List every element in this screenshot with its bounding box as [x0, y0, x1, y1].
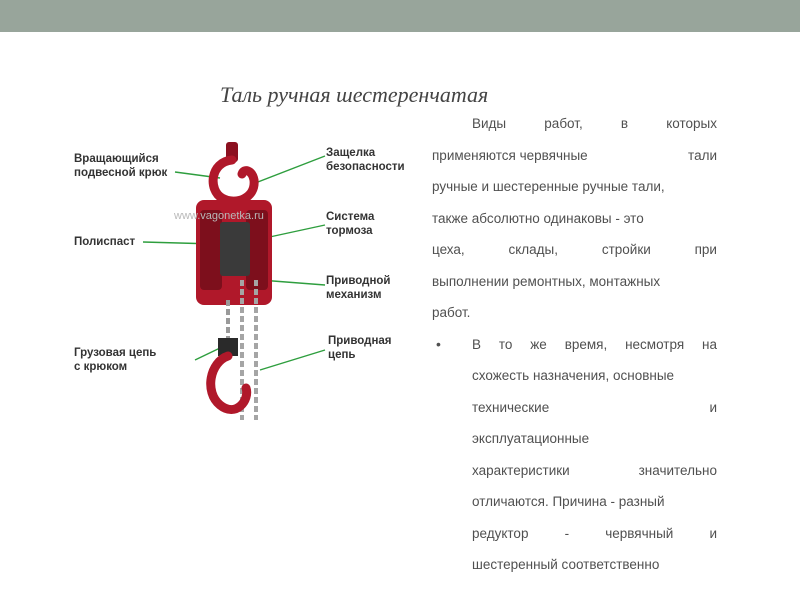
- word: редуктор: [472, 525, 529, 541]
- para2-line-6: [472, 518, 717, 550]
- callout-latch: Защелка безопасности: [326, 147, 405, 173]
- word: характеристики: [472, 462, 570, 478]
- word: значительно: [638, 462, 717, 478]
- callout-drive: Приводной механизм: [326, 275, 391, 301]
- callout-pulley: Полиспаст: [74, 236, 136, 248]
- para1-line-0: [432, 108, 717, 140]
- word: шестеренный соответственно: [472, 557, 660, 572]
- para2-line-7: [472, 549, 717, 581]
- word: выполнении ремонтных, монтажных: [432, 273, 661, 289]
- word: склады,: [508, 242, 559, 257]
- word: на: [702, 336, 717, 352]
- word: Виды: [472, 116, 507, 131]
- word: тали: [688, 147, 717, 163]
- word: эксплуатационные: [472, 431, 590, 446]
- hoist-figure: [60, 130, 420, 430]
- word: -: [564, 525, 570, 541]
- leader-load-chain: [195, 348, 220, 360]
- paragraph-1: [432, 108, 717, 329]
- para1-line-3: [432, 203, 717, 235]
- para2-line-3: [472, 423, 717, 455]
- top-bar: [0, 0, 800, 32]
- word: технические: [472, 399, 550, 415]
- leader-brake: [265, 225, 325, 238]
- bullet-paragraph: [432, 329, 717, 581]
- word: работ.: [432, 305, 471, 320]
- para2-line-5: [472, 486, 717, 518]
- word: при: [694, 242, 717, 257]
- para1-line-5: [432, 266, 717, 298]
- para1-line-6: [432, 297, 717, 329]
- word: цеха,: [432, 242, 465, 257]
- word: время,: [564, 336, 608, 352]
- word: несмотря: [625, 336, 685, 352]
- word: схожесть назначения, основные: [472, 368, 675, 383]
- para2-line-4: [472, 455, 717, 487]
- top-hook-icon: [213, 142, 254, 201]
- leader-latch: [250, 156, 325, 185]
- word: также абсолютно одинаковы - это: [432, 210, 644, 226]
- leader-hand-chain: [260, 350, 325, 370]
- para1-line-1: [432, 140, 717, 172]
- slide-title: Таль ручная шестеренчатая: [220, 82, 489, 107]
- word: работ,: [544, 116, 583, 131]
- word: применяются червячные: [432, 147, 588, 163]
- callout-hook-top: Вращающийся подвесной крюк: [74, 153, 168, 179]
- text-column: [432, 108, 717, 581]
- word: ручные и шестеренные ручные тали,: [432, 179, 665, 194]
- word: же: [530, 336, 547, 352]
- para2-line-0: [472, 329, 717, 361]
- word: которых: [666, 116, 717, 131]
- word: в: [620, 116, 629, 131]
- para2-line-1: [472, 360, 717, 392]
- watermark: www.vagonetka.ru: [174, 210, 264, 222]
- callout-load-chain: Грузовая цепь с крюком: [74, 347, 157, 373]
- word: стройки: [601, 242, 651, 257]
- word: червячный: [605, 525, 674, 541]
- callout-brake: Система тормоза: [326, 211, 375, 237]
- para2-line-2: [472, 392, 717, 424]
- word: В: [472, 336, 482, 352]
- word: и: [709, 399, 717, 415]
- para1-line-2: [432, 171, 717, 203]
- word: и: [709, 525, 717, 541]
- word: отличаются. Причина - разный: [472, 494, 665, 509]
- para1-line-4: [432, 234, 717, 266]
- callout-hand-chain: Приводная цепь: [328, 335, 392, 361]
- word: то: [498, 336, 513, 352]
- bullet-icon: •: [436, 335, 441, 352]
